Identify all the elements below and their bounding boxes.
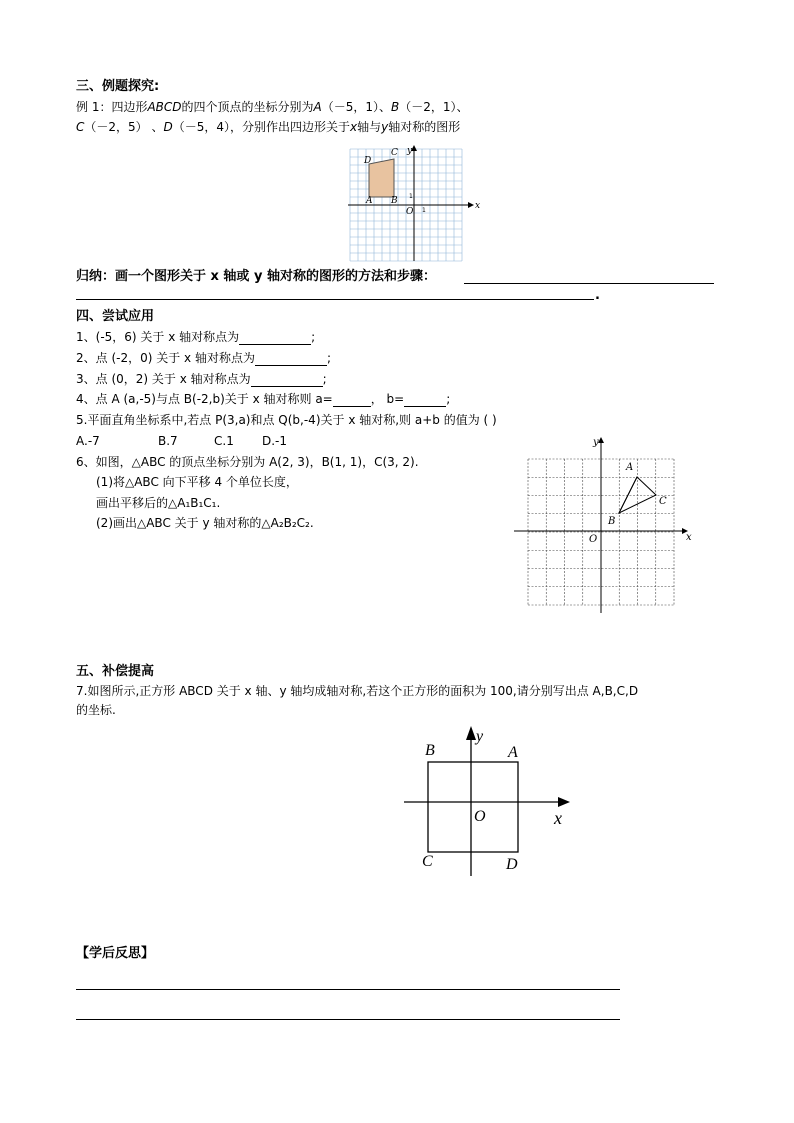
question-4-end: ; xyxy=(446,392,451,406)
triangle-figure xyxy=(510,433,700,615)
example1-line1 xyxy=(76,99,469,115)
summary-text: 归纳：画一个图形关于 x 轴或 y 轴对称的图形的方法和步骤： xyxy=(76,269,436,284)
question-4 xyxy=(76,391,450,407)
triangle-side-ab xyxy=(619,477,637,513)
question-2 xyxy=(76,350,331,366)
label-o: O xyxy=(474,808,486,825)
question-3-end: ; xyxy=(322,372,327,386)
point-c-label: C xyxy=(76,120,85,134)
question-4-blank-b[interactable] xyxy=(404,393,446,407)
question-7-line2: 的坐标. xyxy=(76,703,116,717)
axis-x-text: x xyxy=(350,120,358,134)
square-figure xyxy=(400,724,585,879)
summary-end: . xyxy=(595,288,600,303)
axis-y-text: y xyxy=(381,120,389,134)
section5-heading: 五、补偿提高 xyxy=(76,664,155,679)
label-x: x xyxy=(554,808,562,828)
point-b-label: B xyxy=(391,100,400,114)
option-b[interactable]: B.7 xyxy=(158,434,178,448)
label-b: B xyxy=(608,516,616,527)
question-5: 5.平面直角坐标系中,若点 P(3,a)和点 Q(b,-4)关于 x 轴对称,则 a+b 的值为 ( ) xyxy=(76,413,497,427)
mid-text: 轴与 xyxy=(357,120,382,134)
label-a: A xyxy=(366,196,373,206)
example1-line2 xyxy=(76,119,460,135)
option-c[interactable]: C.1 xyxy=(214,434,234,448)
label-x: x xyxy=(686,532,692,543)
end-text: 轴对称的图形 xyxy=(388,120,461,134)
question-1 xyxy=(76,329,315,345)
summary-answer-line-1[interactable] xyxy=(464,283,714,284)
y-axis-arrow xyxy=(598,437,604,443)
example1-abcd: ABCD xyxy=(147,100,182,114)
question-5-options xyxy=(76,433,287,449)
question-6-part1b: 画出平移后的△A₁B₁C₁. xyxy=(96,496,221,510)
label-x: x xyxy=(475,201,481,211)
quadrilateral-figure xyxy=(348,143,482,263)
reflection-heading: 【学后反思】 xyxy=(76,946,155,961)
tick-1-x: 1 xyxy=(422,207,426,214)
label-c: C xyxy=(391,148,398,158)
label-a: A xyxy=(626,462,634,473)
label-a: A xyxy=(508,744,518,761)
point-b-coord: （－2，1）、 xyxy=(399,100,469,114)
question-1-end: ; xyxy=(311,330,316,344)
question-3-text: 3、点 (0，2) 关于 x 轴对称点为 xyxy=(76,372,251,386)
summary-answer-line-2[interactable] xyxy=(76,299,594,300)
question-7-line1: 7.如图所示,正方形 ABCD 关于 x 轴、y 轴均成轴对称,若这个正方形的面积为 100,请分别写出点 A,B,C,D xyxy=(76,684,639,698)
label-d: D xyxy=(364,156,372,166)
question-3 xyxy=(76,371,327,387)
question-4-blank-a[interactable] xyxy=(333,393,371,407)
question-2-blank[interactable] xyxy=(255,352,327,366)
question-2-end: ; xyxy=(326,351,332,365)
label-o: O xyxy=(589,534,598,545)
reflection-line-1[interactable] xyxy=(76,989,620,990)
y-axis-arrow xyxy=(466,726,476,740)
question-6-part1a: (1)将△ABC 向下平移 4 个单位长度， xyxy=(96,475,298,489)
point-a-label: A xyxy=(313,100,322,114)
section3-heading: 三、例题探究: xyxy=(76,79,160,94)
label-y: y xyxy=(476,728,484,745)
label-y: y xyxy=(593,437,599,448)
label-d: D xyxy=(506,856,518,873)
point-c-coord: （－2，5） 、 xyxy=(84,120,164,134)
quadrilateral-abcd xyxy=(369,159,394,197)
label-b: B xyxy=(425,742,435,759)
x-axis-arrow xyxy=(468,202,474,208)
question-2-text: 2、点 (-2，0) 关于 x 轴对称点为 xyxy=(76,351,255,365)
example1-prefix: 例 1：四边形 xyxy=(76,100,148,114)
summary-prompt xyxy=(76,268,436,285)
example1-text: 的四个顶点的坐标分别为 xyxy=(181,100,314,114)
question-6-part2: (2)画出△ABC 关于 y 轴对称的△A₂B₂C₂. xyxy=(96,516,314,530)
label-c: C xyxy=(422,853,433,870)
question-4-text: 4、点 A (a,-5)与点 B(-2,b)关于 x 轴对称则 a= xyxy=(76,392,333,406)
x-axis-arrow xyxy=(558,797,570,807)
point-d-coord: （－5，4），分别作出四边形关于 xyxy=(172,120,351,134)
section4-heading: 四、尝试应用 xyxy=(76,309,155,324)
label-y: y xyxy=(407,146,413,156)
tick-1-y: 1 xyxy=(409,193,413,200)
option-d[interactable]: D.-1 xyxy=(262,434,288,448)
question-1-text: 1、(-5，6) 关于 x 轴对称点为 xyxy=(76,330,240,344)
label-b: B xyxy=(391,196,398,206)
square-abcd xyxy=(428,762,518,852)
point-a-coord: （－5，1）、 xyxy=(321,100,392,114)
label-o: O xyxy=(406,207,414,217)
question-3-blank[interactable] xyxy=(251,373,323,387)
point-d-label: D xyxy=(163,120,173,134)
question-4-mid: ， b= xyxy=(370,392,405,406)
option-a[interactable]: A.-7 xyxy=(76,434,100,448)
reflection-line-2[interactable] xyxy=(76,1019,620,1020)
label-c: C xyxy=(659,496,667,507)
question-1-blank[interactable] xyxy=(239,331,311,345)
question-6: 6、如图，△ABC 的顶点坐标分别为 A(2, 3)，B(1, 1)，C(3, 2). xyxy=(76,455,419,469)
